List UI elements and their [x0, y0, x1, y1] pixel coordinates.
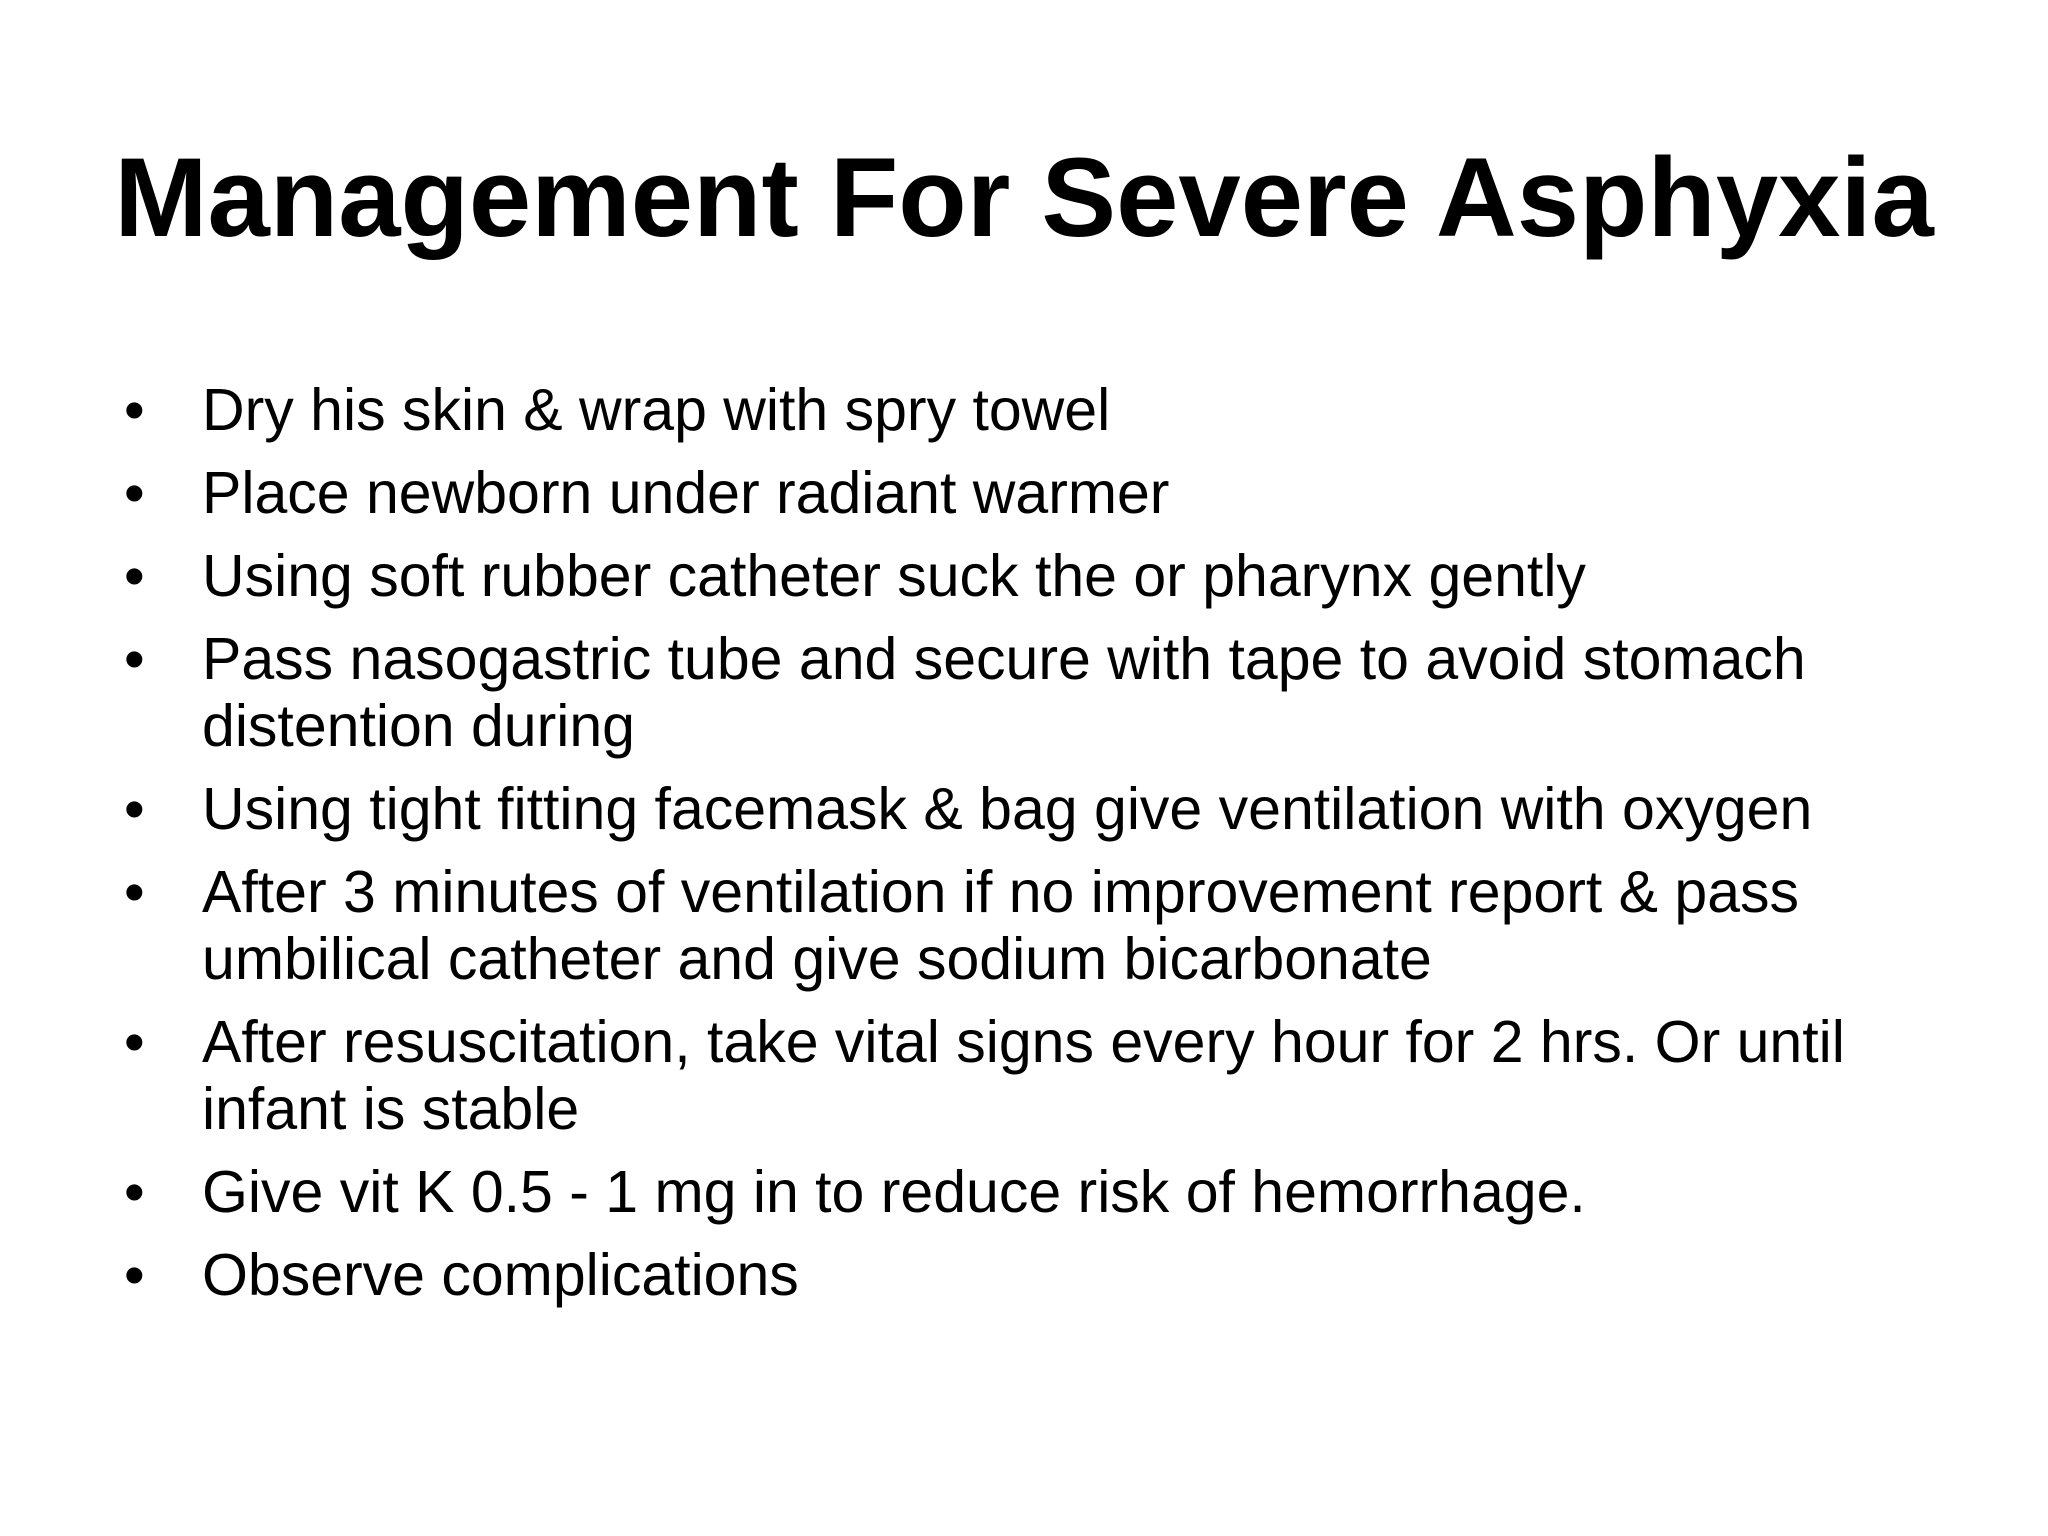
bullet-item	[118, 1009, 1998, 1143]
bullet-item	[118, 776, 1998, 843]
bullet-text: Give vit K 0.5 - 1 mg in to reduce risk of hemorrhage.	[202, 1159, 1586, 1225]
bullet-item	[118, 859, 1998, 993]
slide-title: Management For Severe Asphyxia	[114, 135, 1934, 260]
bullet-dot-icon: •	[124, 460, 145, 526]
bullet-text: Using tight fitting facemask & bag give ventilation with oxygen	[202, 776, 1813, 842]
bullet-text: Dry his skin & wrap with spry towel	[202, 377, 1111, 443]
bullet-text: Place newborn under radiant warmer	[202, 460, 1170, 526]
bullet-dot-icon: •	[124, 1242, 145, 1308]
bullet-text: After resuscitation, take vital signs every hour for 2 hrs. Or until infant is stable	[202, 1009, 1845, 1142]
bullet-text: Using soft rubber catheter suck the or pharynx gently	[202, 543, 1586, 609]
bullet-dot-icon: •	[124, 377, 145, 443]
bullet-item	[118, 460, 1998, 527]
bullet-item	[118, 1159, 1998, 1226]
bullet-dot-icon: •	[124, 1159, 145, 1225]
bullet-item	[118, 377, 1998, 444]
bullet-dot-icon: •	[124, 1009, 145, 1075]
bullet-dot-icon: •	[124, 543, 145, 609]
bullet-item	[118, 1242, 1998, 1309]
bullet-item	[118, 543, 1998, 610]
bullet-dot-icon: •	[124, 859, 145, 925]
bullet-text: Pass nasogastric tube and secure with tape to avoid stomach distention during	[202, 626, 1806, 759]
bullet-dot-icon: •	[124, 626, 145, 692]
bullet-dot-icon: •	[124, 776, 145, 842]
bullet-list	[118, 377, 1998, 1325]
bullet-text: After 3 minutes of ventilation if no improvement report & pass umbilical catheter and give sodium bicarbonate	[202, 859, 1800, 992]
bullet-text: Observe complications	[202, 1242, 799, 1308]
bullet-item	[118, 626, 1998, 760]
